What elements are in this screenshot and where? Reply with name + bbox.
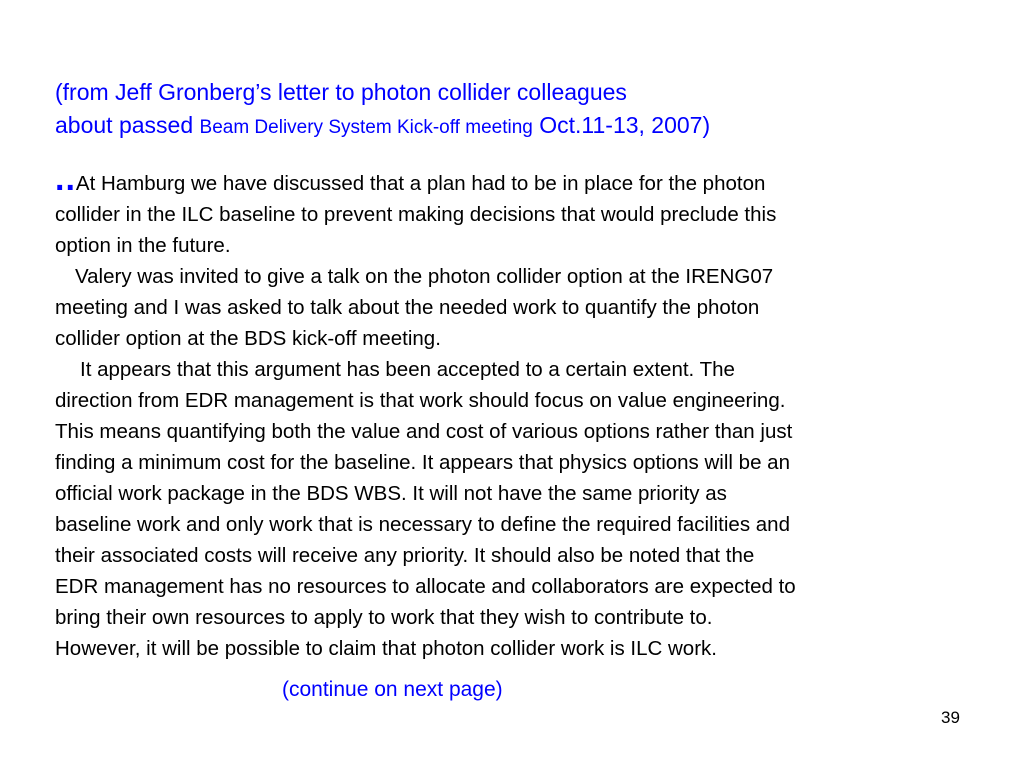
body-line-12: baseline work and only work that is necessary to define the required facilities and [55,513,790,536]
body-line-14: EDR management has no resources to allocate and collaborators are expected to [55,575,796,598]
body-line-2: collider in the ILC baseline to prevent making decisions that would preclude this [55,203,777,226]
body-line-1-text: At Hamburg we have discussed that a plan had to be in place for the photon [75,172,766,195]
page-number: 39 [941,708,960,727]
continue-note: (continue on next page) [282,678,503,701]
header-line-2-part-1: about passed [55,112,200,138]
body-line-16: However, it will be possible to claim that photon collider work is ILC work. [55,637,717,660]
letter-excerpt [55,160,1005,664]
body-line-10: finding a minimum cost for the baseline. It appears that physics options will be an [55,451,790,474]
body-line-15: bring their own resources to apply to work that they wish to contribute to. [55,606,713,629]
header-meeting-name: Beam Delivery System Kick-off meeting [199,117,533,138]
slide-header [55,76,995,144]
body-line-9: This means quantifying both the value and cost of various options rather than just [55,420,793,443]
body-line-1 [55,160,1005,199]
header-meeting-dates: Oct.11-13, 2007) [532,112,711,138]
header-line-1: (from Jeff Gronberg’s letter to photon collider colleagues [55,79,627,105]
body-line-13: their associated costs will receive any priority. It should also be noted that the [55,544,755,567]
body-line-6: collider option at the BDS kick-off meeting. [55,327,441,350]
body-line-7: It appears that this argument has been accepted to a certain extent. The [80,358,735,381]
body-line-5: meeting and I was asked to talk about the needed work to quantify the photon [55,296,760,319]
body-line-4: Valery was invited to give a talk on the photon collider option at the IRENG07 [75,265,774,288]
lead-dots: .. [55,160,76,198]
body-line-3: option in the future. [55,234,231,257]
body-line-8: direction from EDR management is that work should focus on value engineering. [55,389,786,412]
body-line-11: official work package in the BDS WBS. It will not have the same priority as [55,482,727,505]
header-line-2 [55,109,995,144]
